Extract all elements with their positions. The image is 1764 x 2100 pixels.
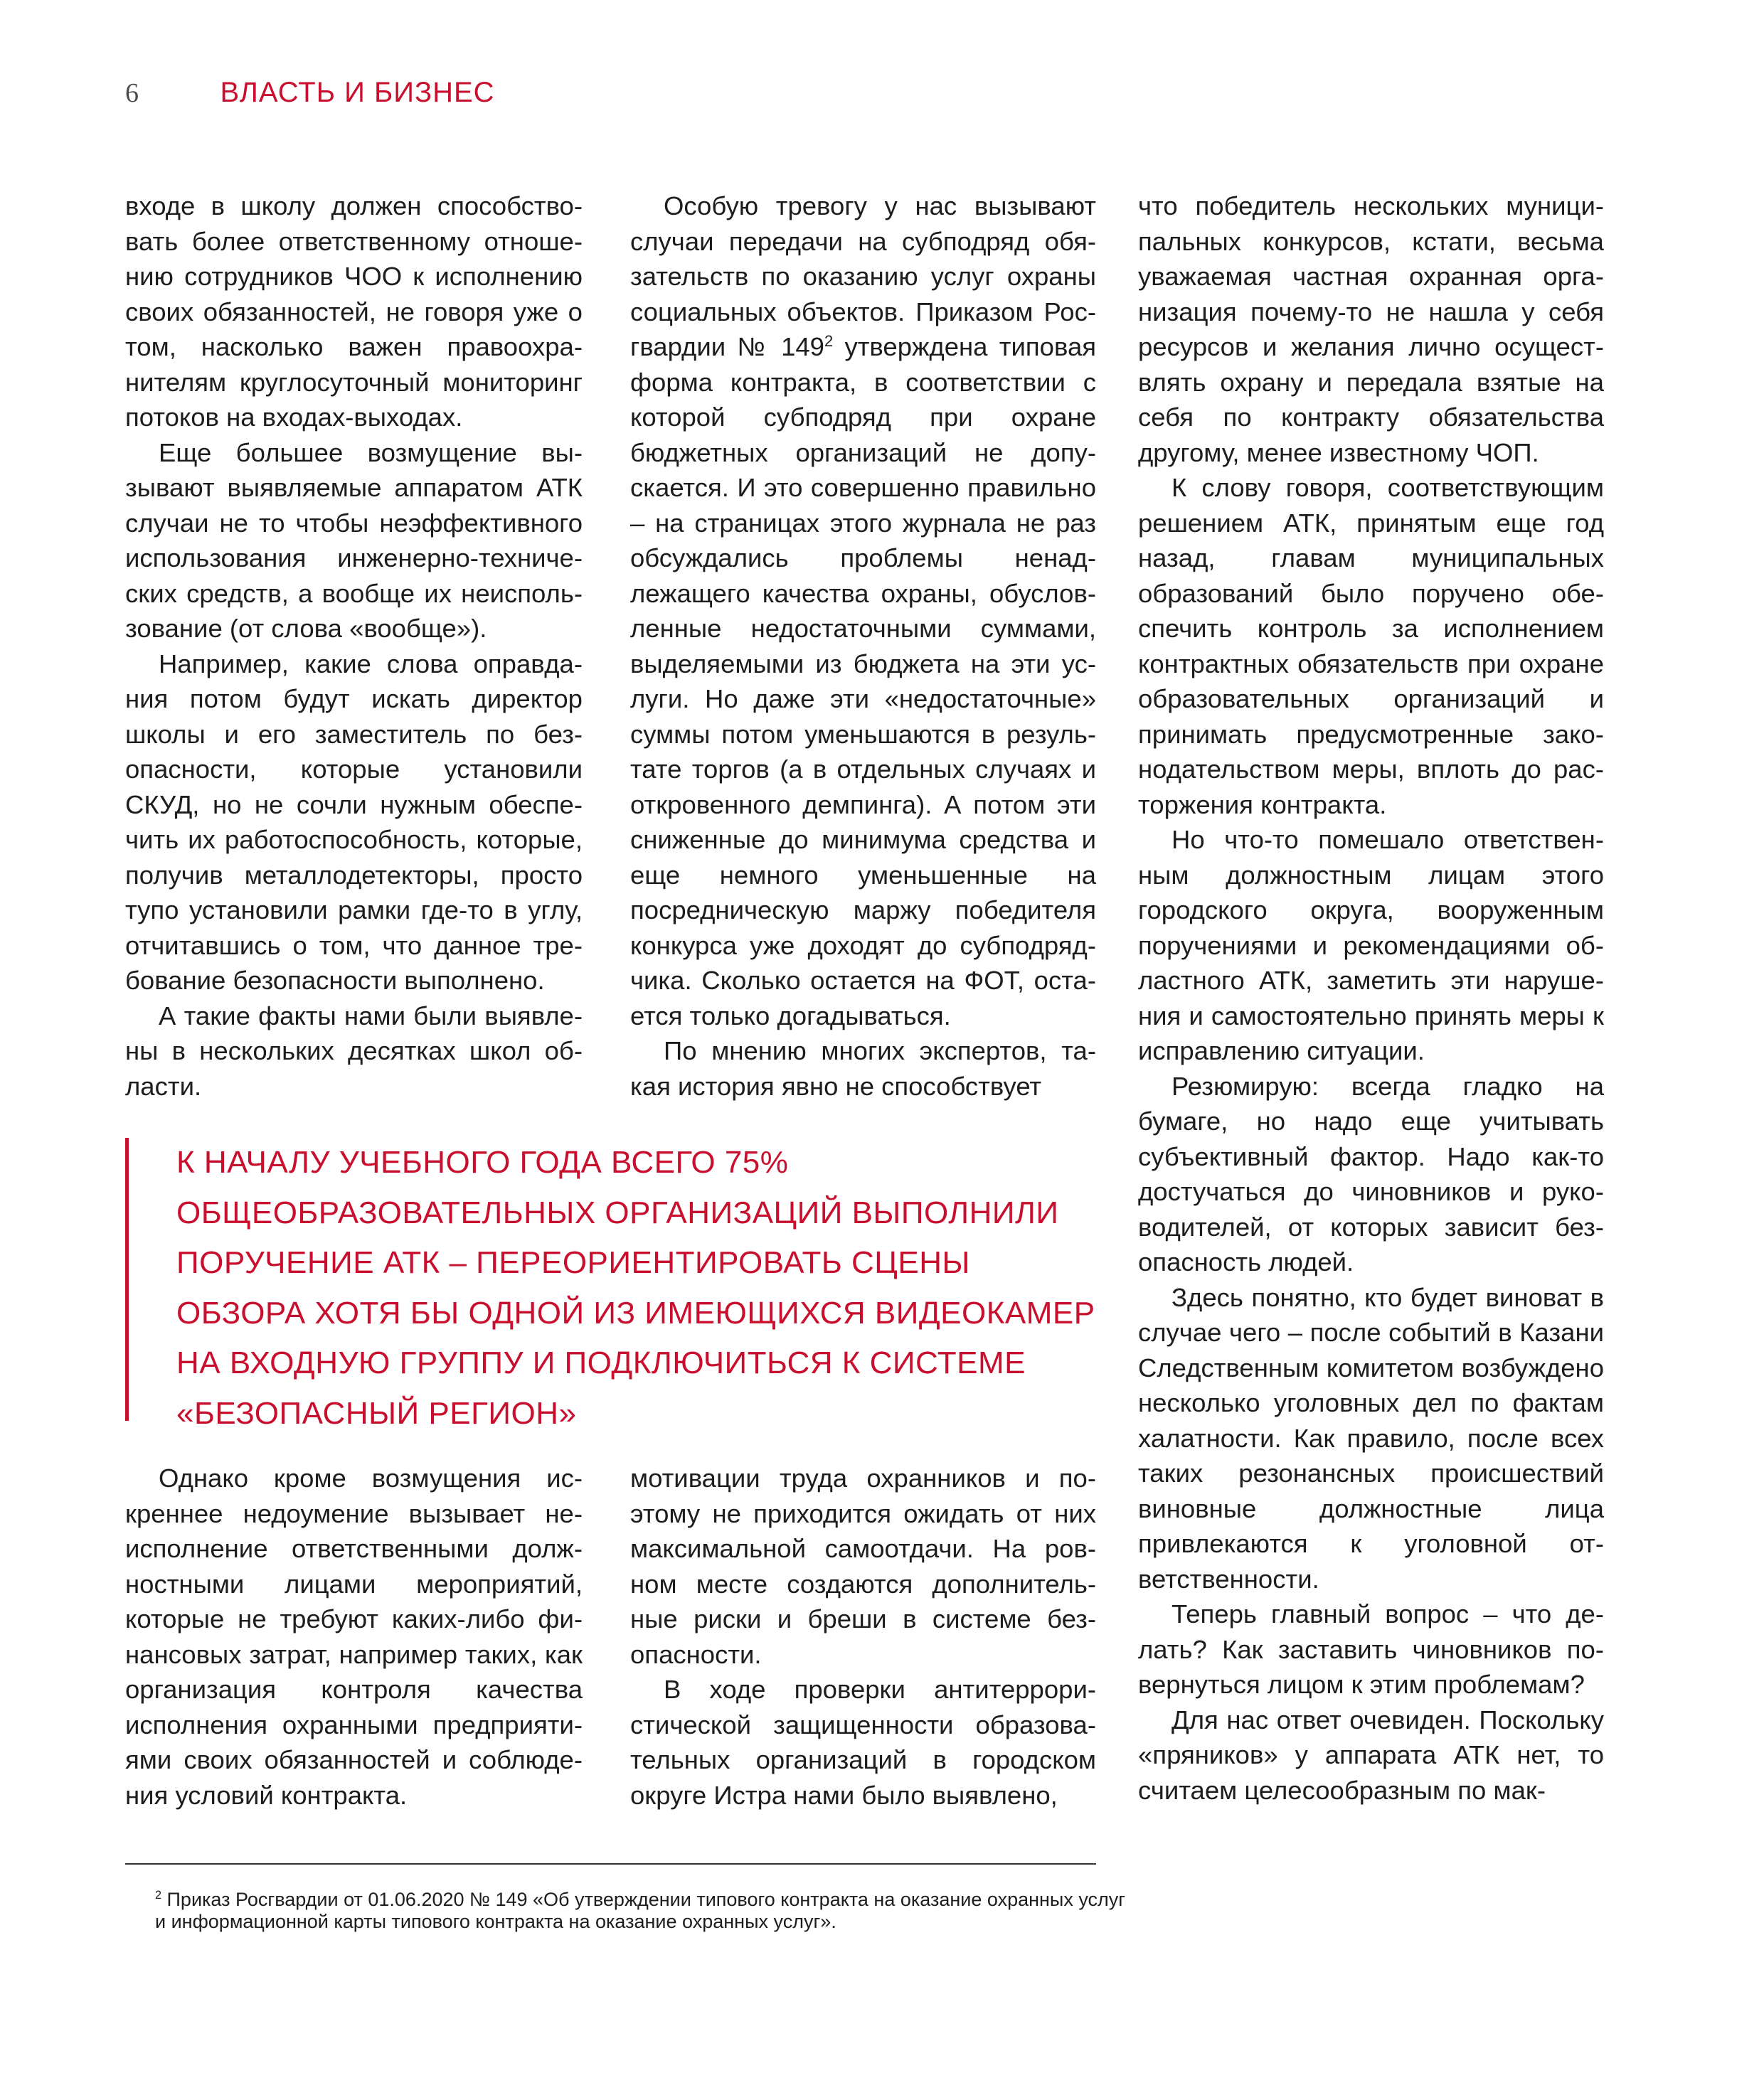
page-number: 6 <box>125 78 139 108</box>
paragraph: К слову говоря, соответствующим решением АТК, принятым еще год назад, главам муниципальных образований было поручено обеспечить контроль за исполнением контрактных обязательств при охране образовательных организаций и принимать предусмотренные законодательством меры, вплоть до расторжения контракта. <box>1138 473 1604 819</box>
paragraph-text: Особую тревогу у нас вызывают случаи передачи на субподряд обязательств по оказанию услуг охраны социальных объектов. Приказом Росгвардии № 149 <box>630 191 1096 361</box>
article-column-2-bottom <box>630 1461 1096 1813</box>
footnote-text: Приказ Росгвардии от 01.06.2020 № 149 «Об утверждении типового контракта на оказание охранных услуг <box>161 1889 1126 1910</box>
paragraph: Однако кроме возмущения искреннее недоумение вызывает неисполнение ответственными должностными лицами мероприятий, которые не требуют каких-либо финансовых затрат, например таких, как организация контроля качества исполнения охранными предприятиями своих обязанностей и соблюдения условий контракта. <box>125 1464 583 1810</box>
pull-quote-line: ПОРУЧЕНИЕ АТК – ПЕРЕОРИЕНТИРОВАТЬ СЦЕНЫ <box>176 1245 970 1280</box>
article-column-3 <box>1138 188 1604 1808</box>
paragraph: Резюмирую: всегда гладко на бумаге, но надо еще учитывать субъективный фактор. Надо как-то достучаться до чиновников и руководителей, от которых зависит безопасность людей. <box>1138 1071 1604 1276</box>
pull-quote-line: НА ВХОДНУЮ ГРУППУ И ПОДКЛЮЧИТЬСЯ К СИСТЕМЕ <box>176 1345 1026 1380</box>
paragraph: Например, какие слова оправдания потом будут искать директор школы и его заместитель по безопасности, которые установили СКУД, но не сочли нужным обеспечить их работоспособность, которые, получив металлодетекторы, просто тупо установили рамки где-то в углу, отчитавшись о том, что данное требование безопасности выполнено. <box>125 649 583 995</box>
pull-quote-line: К НАЧАЛУ УЧЕБНОГО ГОДА ВСЕГО 75% <box>176 1145 789 1180</box>
paragraph: По мнению многих экспертов, такая история явно не способствует <box>630 1036 1096 1101</box>
paragraph: Для нас ответ очевиден. Поскольку «пряников» у аппарата АТК нет, то считаем целесообразным по мак- <box>1138 1705 1604 1805</box>
pull-quote-line: ОБЩЕОБРАЗОВАТЕЛЬНЫХ ОРГАНИЗАЦИЙ ВЫПОЛНИЛИ <box>176 1195 1059 1230</box>
pull-quote <box>125 1138 1121 1431</box>
article-column-1-bottom <box>125 1461 583 1813</box>
pull-quote-line: «БЕЗОПАСНЫЙ РЕГИОН» <box>176 1395 577 1431</box>
footnote-divider <box>125 1863 1096 1865</box>
page-header <box>125 77 495 119</box>
paragraph: входе в школу должен способствовать более ответственному отношению сотрудников ЧОО к исполнению своих обязанностей, не говоря уже о том, насколько важен правоохранителям круглосуточный мониторинг потоков на входах-выходах. <box>125 191 583 432</box>
article-column-1 <box>125 188 583 1104</box>
paragraph: Теперь главный вопрос – что делать? Как заставить чиновников повернуться лицом к этим проблемам? <box>1138 1599 1604 1699</box>
footnote-marker: 2 <box>155 1889 162 1902</box>
paragraph: что победитель нескольких муниципальных конкурсов, кстати, весьма уважаемая частная охранная организация почему-то не нашла у себя ресурсов и желания лично осуществлять охрану и передала взятые на себя по контракту обязательства другому, менее известному ЧОП. <box>1138 191 1604 467</box>
footnote <box>155 1889 1222 1933</box>
footnote-reference: 2 <box>824 331 834 350</box>
paragraph: мотивации труда охранников и поэтому не приходится ожидать от них максимальной самоотдачи. На ровном месте создаются дополнительные риски и бреши в системе безопасности. <box>630 1464 1096 1669</box>
pull-quote-line: ОБЗОРА ХОТЯ БЫ ОДНОЙ ИЗ ИМЕЮЩИХСЯ ВИДЕОКАМЕР <box>176 1295 1095 1331</box>
paragraph: Здесь понятно, кто будет виноват в случае чего – после событий в Казани Следственным комитетом возбуждено несколько уголовных дел по фактам халатности. Как правило, после всех таких резонансных происшествий виновные должностные лица привлекаются к уголовной ответственности. <box>1138 1282 1604 1594</box>
section-title: ВЛАСТЬ И БИЗНЕС <box>220 77 495 108</box>
pull-quote-bar <box>125 1138 129 1421</box>
pull-quote-text <box>176 1138 1115 1439</box>
paragraph-text: утверждена типовая форма контракта, в соответствии с которой субподряд при охране бюджетных организаций не допускается. И это совершенно правильно – на страницах этого журнала не раз обсуждались проблемы ненадлежащего качества охраны, обусловленные недостаточными суммами, выделяемыми из бюджета на эти услуги. Но даже эти «недостаточные» суммы потом уменьшаются в результате торгов (а в отдельных случаях и откровенного демпинга). А потом эти сниженные до минимума средства и еще немного уменьшенные на посредническую маржу победителя конкурса уже доходят до субподрядчика. Сколько остается на ФОТ, остается только догадываться. <box>630 332 1097 1030</box>
paragraph: В ходе проверки антитеррористической защищенности образовательных организаций в городском округе Истра нами было выявлено, <box>630 1675 1096 1810</box>
paragraph: Еще большее возмущение вызывают выявляемые аппаратом АТК случаи не то чтобы неэффективного использования инженерно-технических средств, а вообще их неиспользование (от слова «вообще»). <box>125 437 583 643</box>
footnote-text: и информационной карты типового контракта на оказание охранных услуг». <box>155 1911 836 1932</box>
paragraph <box>630 188 1096 1033</box>
paragraph: А такие факты нами были выявлены в нескольких десятках школ области. <box>125 1001 583 1101</box>
article-column-2 <box>630 188 1096 1104</box>
paragraph: Но что-то помешало ответственным должностным лицам этого городского округа, вооруженным поручениями и рекомендациями областного АТК, заметить эти нарушения и самостоятельно принять меры к исправлению ситуации. <box>1138 825 1604 1065</box>
